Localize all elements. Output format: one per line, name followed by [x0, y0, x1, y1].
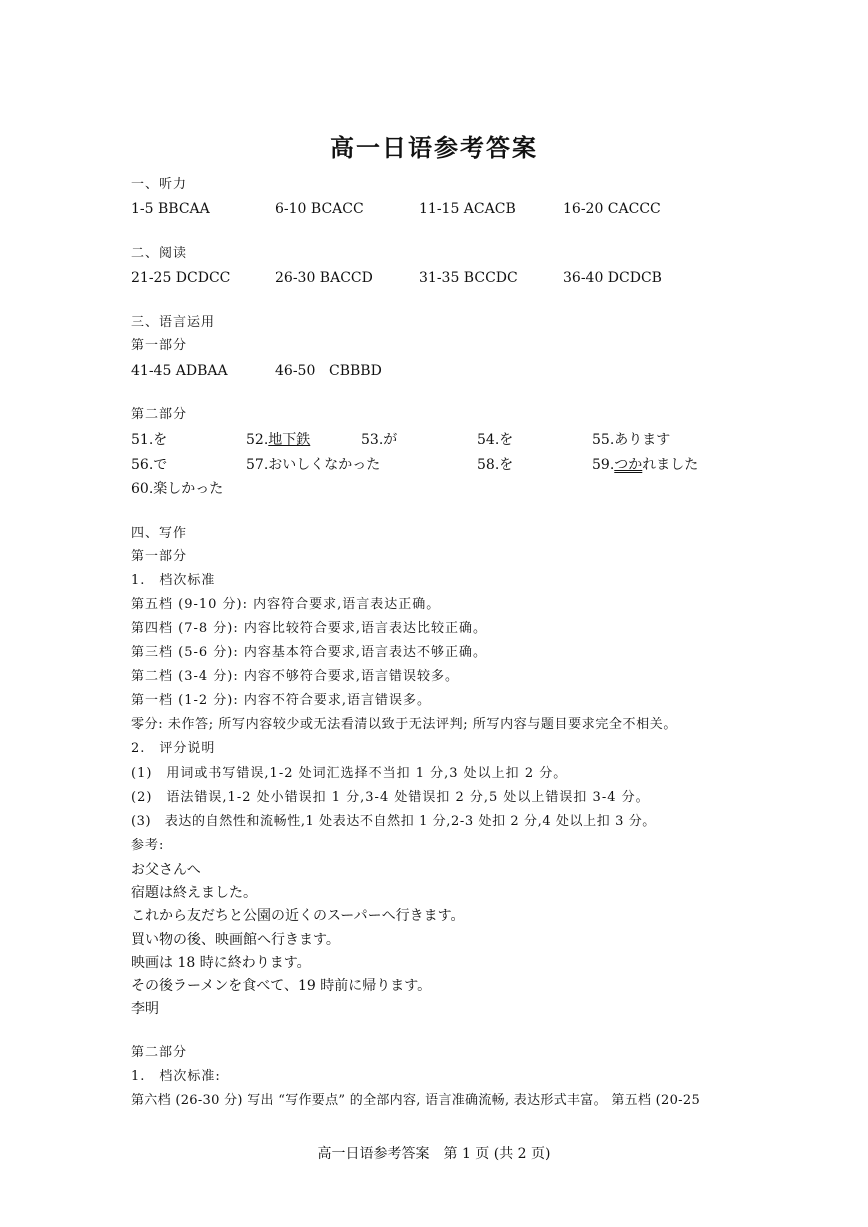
grade-standard-title: 1. 档次标准	[131, 573, 216, 588]
grade-line: 第一档 (1-2 分): 内容不符合要求,语言错误多。	[131, 693, 431, 708]
part2-grade-line: 第六档 (26-30 分) 写出 “写作要点” 的全部内容, 语言准确流畅, 表达形式丰富。 第五档 (20-25	[131, 1093, 701, 1108]
answer-53: 53.が	[361, 432, 398, 448]
answer-55: 55.あります	[592, 432, 671, 448]
section-usage-heading: 三、语言运用	[131, 315, 216, 330]
score-rules-title: 2. 评分说明	[131, 741, 216, 756]
usage-part2-heading: 第二部分	[131, 407, 188, 422]
score-rule: (2) 语法错误,1-2 处小错误扣 1 分,3-4 处错误扣 2 分,5 处以上错误扣 3-4 分。	[131, 790, 650, 805]
section-writing-heading: 四、写作	[131, 526, 188, 541]
usage-answer-2-range: 46-50	[275, 363, 316, 379]
letter-line: これから友だちと公園の近くのスーパーへ行きます。	[131, 908, 465, 924]
letter-line: 宿題は終えました。	[131, 885, 257, 901]
part2-grade-title: 1. 档次标准:	[131, 1069, 221, 1084]
letter-line: 映画は 18 時に終わります。	[131, 955, 311, 971]
reading-answer-1: 21-25 DCDCC	[131, 270, 231, 286]
listening-answer-3: 11-15 ACACB	[419, 201, 516, 217]
answer-52-number: 52.	[246, 432, 269, 448]
grade-line: 第五档 (9-10 分): 内容符合要求,语言表达正确。	[131, 597, 441, 612]
grade-line-zero: 零分: 未作答; 所写内容较少或无法看清以致于无法评判; 所写内容与题目要求完全不相关。	[131, 717, 677, 732]
score-rule: (3) 表达的自然性和流畅性,1 处表达不自然扣 1 分,2-3 处扣 2 分,4 处以上扣 3 分。	[131, 814, 656, 829]
answer-52-word: 地下鉄	[268, 432, 311, 448]
page-title: 高一日语参考答案	[330, 133, 538, 162]
section-listening-heading: 一、听力	[131, 177, 188, 192]
letter-line: その後ラーメンを食べて、19 時前に帰ります。	[131, 978, 432, 994]
letter-line: 買い物の後、映画館へ行きます。	[131, 932, 340, 948]
answer-59-number: 59.	[592, 457, 615, 473]
letter-line: お父さんへ	[131, 862, 201, 878]
usage-answer-2-letters: CBBBD	[329, 363, 382, 379]
grade-line: 第三档 (5-6 分): 内容基本符合要求,语言表达不够正确。	[131, 645, 487, 660]
answer-59-rest: れました	[642, 457, 699, 473]
section-reading-heading: 二、阅读	[131, 246, 188, 261]
answer-56: 56.で	[131, 457, 168, 473]
answer-54: 54.を	[477, 432, 514, 448]
score-rule: (1) 用词或书写错误,1-2 处词汇选择不当扣 1 分,3 处以上扣 2 分。	[131, 766, 568, 781]
reading-answer-3: 31-35 BCCDC	[419, 270, 518, 286]
listening-answer-4: 16-20 CACCC	[563, 201, 661, 217]
usage-part1-heading: 第一部分	[131, 338, 188, 353]
answer-59	[592, 456, 698, 474]
listening-answer-2: 6-10 BCACC	[275, 201, 364, 217]
listening-answer-1: 1-5 BBCAA	[131, 201, 210, 217]
writing-part1-heading: 第一部分	[131, 549, 188, 564]
grade-line: 第四档 (7-8 分): 内容比较符合要求,语言表达比较正确。	[131, 621, 487, 636]
answer-57: 57.おいしくなかった	[246, 457, 381, 473]
reference-label: 参考:	[131, 838, 165, 853]
answer-58: 58.を	[477, 457, 514, 473]
reading-answer-4: 36-40 DCDCB	[563, 270, 662, 286]
answer-51: 51.を	[131, 432, 168, 448]
writing-part2-heading: 第二部分	[131, 1045, 188, 1060]
page-footer: 高一日语参考答案 第 1 页 (共 2 页)	[317, 1146, 551, 1162]
grade-line: 第二档 (3-4 分): 内容不够符合要求,语言错误较多。	[131, 669, 459, 684]
reading-answer-2: 26-30 BACCD	[275, 270, 373, 286]
answer-60: 60.楽しかった	[131, 481, 224, 497]
answer-52	[246, 431, 310, 449]
usage-answer-1: 41-45 ADBAA	[131, 363, 228, 379]
answer-59-underlined: つか	[614, 457, 643, 473]
letter-signature: 李明	[131, 1001, 159, 1017]
